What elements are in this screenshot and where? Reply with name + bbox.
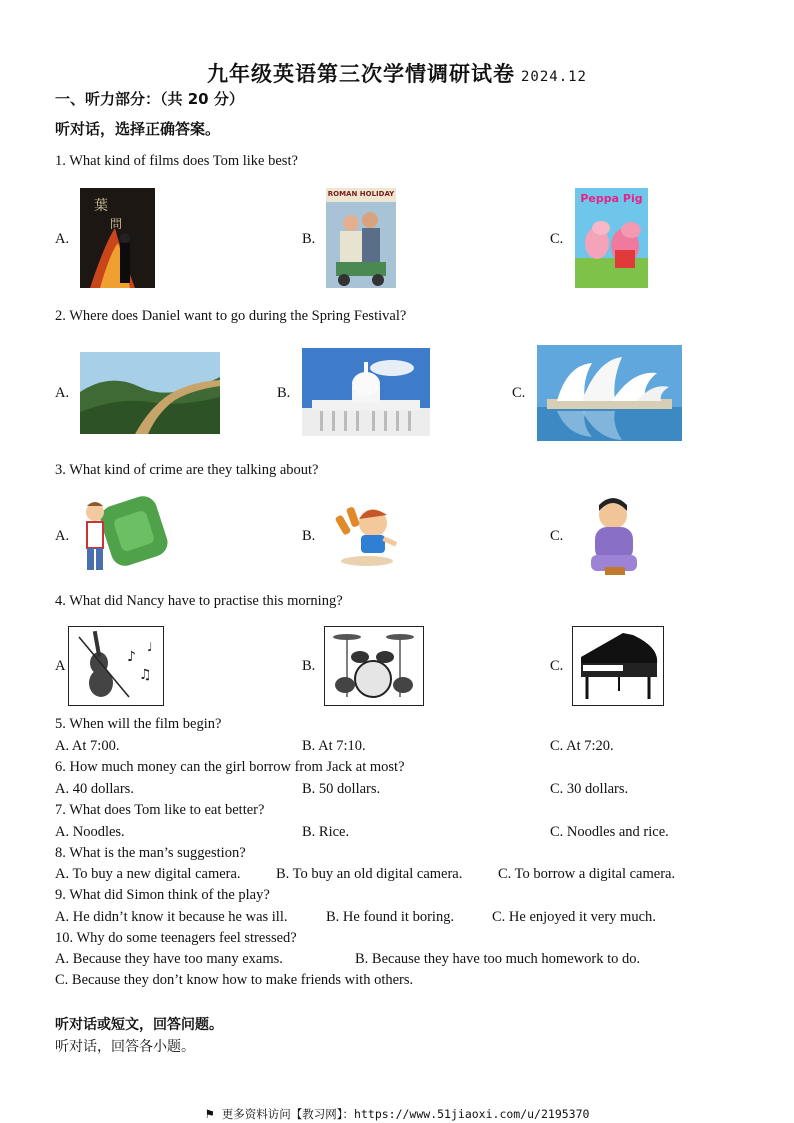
flag-icon: ⚑ <box>204 1107 215 1121</box>
q3-picture-robbery <box>75 490 170 580</box>
q3-picture-sad-boy <box>583 495 645 577</box>
section2-instruction: 听对话，回答各小题。 <box>55 1039 195 1055</box>
q2-photo-capitol <box>302 348 430 436</box>
title-text: 九年级英语第三次学情调研试卷 <box>206 62 515 86</box>
q4-option-c-label: C. <box>550 658 564 674</box>
q2-photo-great-wall <box>80 352 220 434</box>
q7-option-c: C. Noodles and rice. <box>550 824 669 840</box>
q4-option-b-label: B. <box>302 658 316 674</box>
section2-heading: 听对话或短文，回答问题。 <box>55 1017 223 1033</box>
q2-stem: 2. Where does Daniel want to go during the Spring Festival? <box>55 308 407 324</box>
q7-stem: 7. What does Tom like to eat better? <box>55 802 265 818</box>
q2-photo-opera-house <box>537 345 682 441</box>
q5-option-a: A. At 7:00. <box>55 738 120 754</box>
q4-option-a-label: A <box>55 658 66 674</box>
q3-stem: 3. What kind of crime are they talking about? <box>55 462 319 478</box>
q6-option-a: A. 40 dollars. <box>55 781 134 797</box>
title-date: 2024.12 <box>520 69 587 85</box>
svg-text:♫: ♫ <box>139 667 152 683</box>
q3-option-b-label: B. <box>302 528 316 544</box>
q7-option-a: A. Noodles. <box>55 824 125 840</box>
svg-text:♪: ♪ <box>127 649 136 665</box>
q2-option-a-label: A. <box>55 385 70 401</box>
q9-option-c: C. He enjoyed it very much. <box>492 909 656 925</box>
q9-option-b: B. He found it boring. <box>326 909 455 925</box>
q9-stem: 9. What did Simon think of the play? <box>55 887 270 903</box>
q7-option-b: B. Rice. <box>302 824 350 840</box>
q5-option-c: C. At 7:20. <box>550 738 614 754</box>
q1-option-c-label: C. <box>550 231 564 247</box>
svg-text:問: 問 <box>110 217 123 231</box>
q1-option-a-label: A. <box>55 231 70 247</box>
q6-option-b: B. 50 dollars. <box>302 781 381 797</box>
q5-option-b: B. At 7:10. <box>302 738 366 754</box>
footer-link[interactable]: 更多资料访问【教习网】：https://www.51jiaoxi.com/u/2195370 <box>221 1107 590 1121</box>
footer <box>0 1106 794 1122</box>
section1-instruction: 听对话，选择正确答案。 <box>55 120 221 138</box>
q10-option-c: C. Because they don’t know how to make friends with others. <box>55 972 414 988</box>
q8-option-a: A. To buy a new digital camera. <box>55 866 241 882</box>
q6-option-c: C. 30 dollars. <box>550 781 629 797</box>
q1-poster-b-text: ROMAN HOLIDAY <box>327 190 395 198</box>
q8-option-c: C. To borrow a digital camera. <box>498 866 676 882</box>
q1-film-poster-cartoon <box>575 188 648 288</box>
q2-option-b-label: B. <box>277 385 291 401</box>
q4-picture-drums <box>324 626 424 706</box>
svg-text:葉: 葉 <box>94 198 108 214</box>
q4-stem: 4. What did Nancy have to practise this morning? <box>55 593 343 609</box>
q6-stem: 6. How much money can the girl borrow from Jack at most? <box>55 759 405 775</box>
q1-poster-c-text: Peppa Pig <box>580 192 643 205</box>
q8-stem: 8. What is the man’s suggestion? <box>55 845 246 861</box>
q5-stem: 5. When will the film begin? <box>55 716 222 732</box>
section1-heading: 一、听力部分：（共 20 分） <box>55 90 244 108</box>
q3-option-a-label: A. <box>55 528 70 544</box>
q4-picture-violin <box>68 626 164 706</box>
q10-stem: 10. Why do some teenagers feel stressed? <box>55 930 297 946</box>
q8-option-b: B. To buy an old digital camera. <box>276 866 463 882</box>
q1-film-poster-romance <box>326 188 396 288</box>
q1-option-b-label: B. <box>302 231 316 247</box>
q4-picture-piano <box>572 626 664 706</box>
q10-option-a: A. Because they have too many exams. <box>55 951 283 967</box>
q1-stem: 1. What kind of films does Tom like best? <box>55 153 298 169</box>
svg-text:♩: ♩ <box>147 640 153 654</box>
q1-film-poster-action <box>80 188 155 288</box>
q10-option-b: B. Because they have too much homework to do. <box>355 951 641 967</box>
q9-option-a: A. He didn’t know it because he was ill. <box>55 909 288 925</box>
q3-picture-falling-boy <box>325 495 410 570</box>
q3-option-c-label: C. <box>550 528 564 544</box>
q2-option-c-label: C. <box>512 385 526 401</box>
page-title <box>0 58 794 88</box>
